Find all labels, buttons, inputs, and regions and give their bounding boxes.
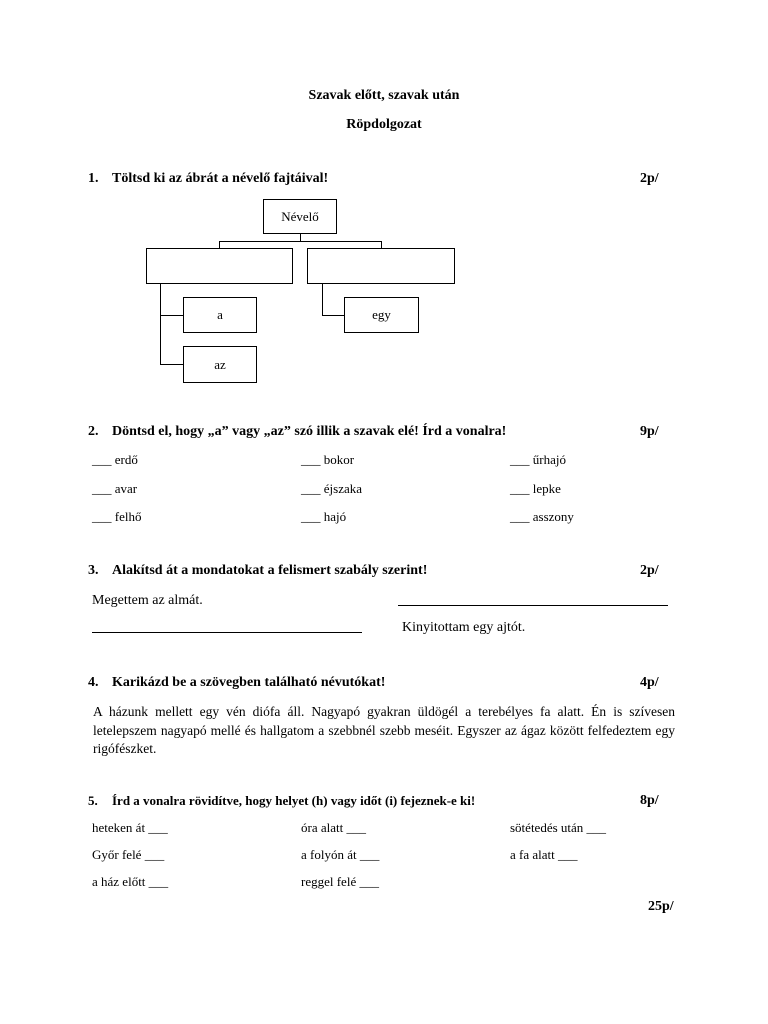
diagram-connector (300, 233, 301, 241)
diagram-child-a: a (183, 297, 257, 333)
q5-item[interactable]: óra alatt ___ (301, 820, 366, 835)
page-subtitle: Röpdolgozat (346, 117, 422, 132)
diagram-blank-left[interactable] (146, 248, 293, 284)
q3-answer-line-2[interactable] (92, 632, 362, 633)
page-title: Szavak előtt, szavak után (308, 88, 460, 103)
q4-number: 4. (88, 675, 99, 690)
q5-item[interactable]: a folyón át ___ (301, 847, 380, 862)
diagram-connector (160, 364, 183, 365)
q5-item[interactable]: a ház előtt ___ (92, 874, 169, 889)
diagram-connector (160, 283, 161, 365)
q2-item[interactable]: ___ hajó (301, 509, 347, 524)
diagram-connector (322, 315, 344, 316)
diagram-child-egy: egy (344, 297, 419, 333)
q5-item[interactable]: a fa alatt ___ (510, 847, 578, 862)
diagram-connector (219, 241, 381, 242)
q3-sentence-2: Kinyitottam egy ajtót. (402, 620, 526, 635)
q5-item[interactable]: sötétedés után ___ (510, 820, 607, 835)
q4-text: Karikázd be a szövegben található névutókat! (112, 675, 386, 690)
q2-text: Döntsd el, hogy „a” vagy „az” szó illik a szavak elé! Írd a vonalra! (112, 424, 507, 439)
diagram-connector (160, 315, 183, 316)
q4-paragraph[interactable]: A házunk mellett egy vén diófa áll. Nagyapó gyakran üldögél a terebélyes fa alatt. Én is szívesen letelepszem nagyapó mellé és hallgatom a szebbnél szebb meséit. Egyszer az ágaz között felfedeztem egy rigófészket. (93, 704, 675, 756)
q5-text: Írd a vonalra rövidítve, hogy helyet (h) vagy időt (i) fejeznek-e ki! (112, 793, 476, 808)
diagram-child-az: az (183, 346, 257, 383)
q3-sentence-1: Megettem az almát. (92, 593, 203, 608)
q2-number: 2. (88, 424, 99, 439)
q1-text: Töltsd ki az ábrát a névelő fajtáival! (112, 171, 329, 186)
q2-item[interactable]: ___ bokor (301, 452, 355, 467)
diagram-blank-right[interactable] (307, 248, 455, 284)
diagram-root-box: Névelő (263, 199, 337, 234)
q5-item[interactable]: Győr felé ___ (92, 847, 165, 862)
q2-points: 9p/ (640, 424, 659, 439)
q5-item[interactable]: heteken át ___ (92, 820, 168, 835)
diagram-connector (219, 241, 220, 248)
q4-points: 4p/ (640, 675, 659, 690)
q5-number: 5. (88, 793, 98, 808)
diagram-connector (381, 241, 382, 248)
q5-points: 8p/ (640, 793, 659, 808)
q2-item[interactable]: ___ felhő (92, 509, 142, 524)
q3-answer-line-1[interactable] (398, 605, 668, 606)
q2-item[interactable]: ___ űrhajó (510, 452, 566, 467)
q3-number: 3. (88, 563, 99, 578)
total-points: 25p/ (648, 899, 674, 914)
q1-number: 1. (88, 171, 99, 186)
q2-item[interactable]: ___ erdő (92, 452, 138, 467)
q1-points: 2p/ (640, 171, 659, 186)
q5-item[interactable]: reggel felé ___ (301, 874, 379, 889)
q2-item[interactable]: ___ avar (92, 481, 138, 496)
q2-item[interactable]: ___ éjszaka (301, 481, 363, 496)
q3-points: 2p/ (640, 563, 659, 578)
q3-text: Alakítsd át a mondatokat a felismert szabály szerint! (112, 563, 428, 578)
diagram-connector (322, 283, 323, 315)
q2-item[interactable]: ___ lepke (510, 481, 561, 496)
q2-item[interactable]: ___ asszony (510, 509, 574, 524)
